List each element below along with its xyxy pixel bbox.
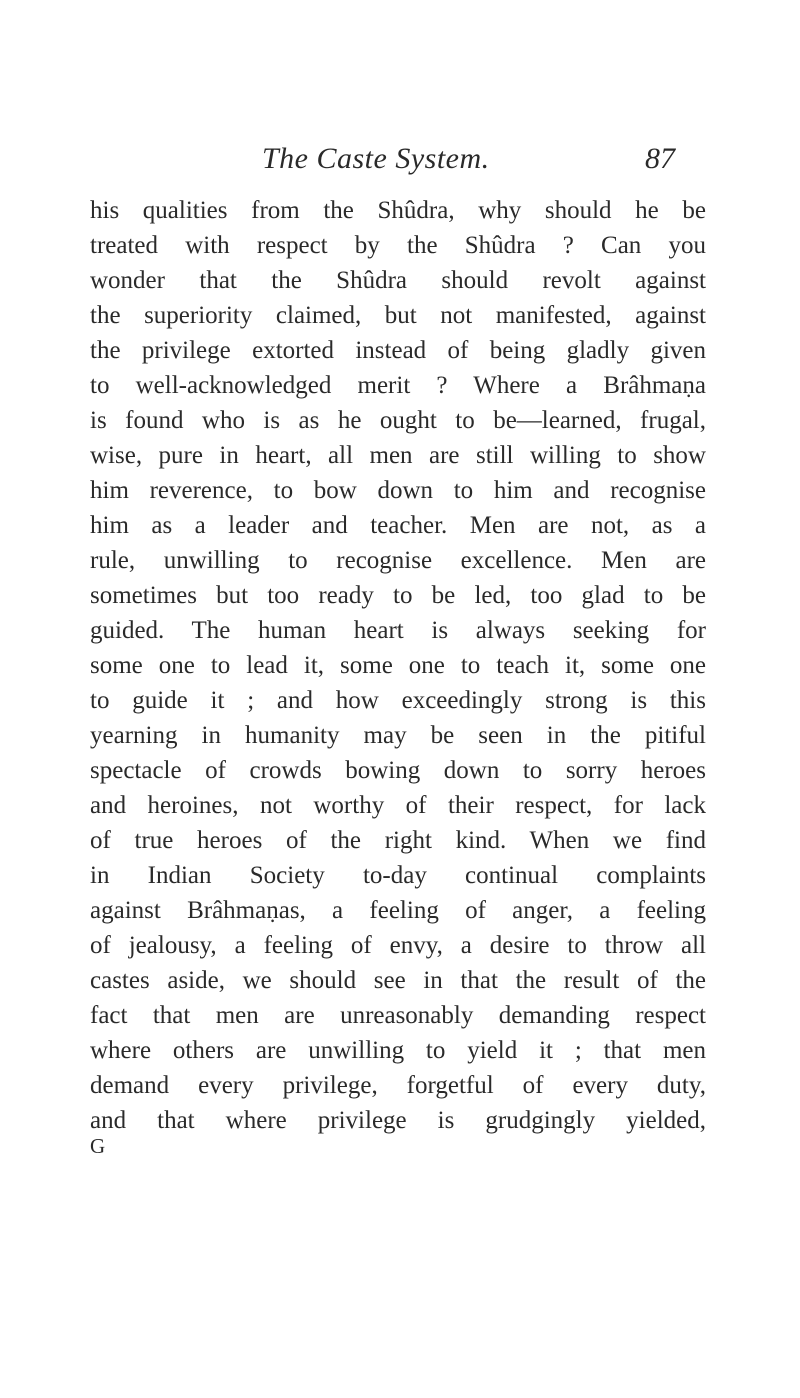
- text-line: treated with respect by the Shûdra ? Can you: [90, 232, 706, 259]
- running-title: The Caste System.: [262, 142, 490, 175]
- text-line: to well-acknowledged merit ? Where a Brâhmaṇa: [90, 372, 706, 399]
- text-line: him as a leader and teacher. Men are not, as a: [90, 512, 706, 539]
- running-header: [0, 142, 800, 182]
- signature-mark: G: [90, 1134, 107, 1158]
- text-line: of jealousy, a feeling of envy, a desire to throw all: [90, 932, 706, 959]
- text-line: where others are unwilling to yield it ; that men: [90, 1037, 706, 1064]
- text-line: his qualities from the Shûdra, why should he be: [90, 197, 706, 224]
- text-line: to guide it ; and how exceedingly strong is this: [90, 687, 706, 714]
- text-line: fact that men are unreasonably demanding respect: [90, 1002, 706, 1029]
- text-line: the superiority claimed, but not manifested, against: [90, 302, 706, 329]
- text-line: spectacle of crowds bowing down to sorry heroes: [90, 757, 706, 784]
- text-line: castes aside, we should see in that the result of the: [90, 967, 706, 994]
- text-line: rule, unwilling to recognise excellence. Men are: [90, 547, 706, 574]
- text-line: of true heroes of the right kind. When we find: [90, 827, 706, 854]
- page-number: 87: [645, 142, 675, 175]
- text-line: him reverence, to bow down to him and recognise: [90, 477, 706, 504]
- text-line: against Brâhmaṇas, a feeling of anger, a feeling: [90, 897, 706, 924]
- text-line: and heroines, not worthy of their respect, for lack: [90, 792, 706, 819]
- text-line: demand every privilege, forgetful of every duty,: [90, 1072, 706, 1099]
- text-line: and that where privilege is grudgingly yielded,: [90, 1107, 706, 1134]
- text-line: wonder that the Shûdra should revolt against: [90, 267, 706, 294]
- text-line: guided. The human heart is always seeking for: [90, 617, 706, 644]
- text-line: wise, pure in heart, all men are still willing to show: [90, 442, 706, 469]
- text-line: in Indian Society to-day continual complaints: [90, 862, 706, 889]
- text-line: the privilege extorted instead of being gladly given: [90, 337, 706, 364]
- text-line: some one to lead it, some one to teach it, some one: [90, 652, 706, 679]
- text-line: sometimes but too ready to be led, too glad to be: [90, 582, 706, 609]
- text-line: yearning in humanity may be seen in the pitiful: [90, 722, 706, 749]
- text-line: is found who is as he ought to be—learned, frugal,: [90, 407, 706, 434]
